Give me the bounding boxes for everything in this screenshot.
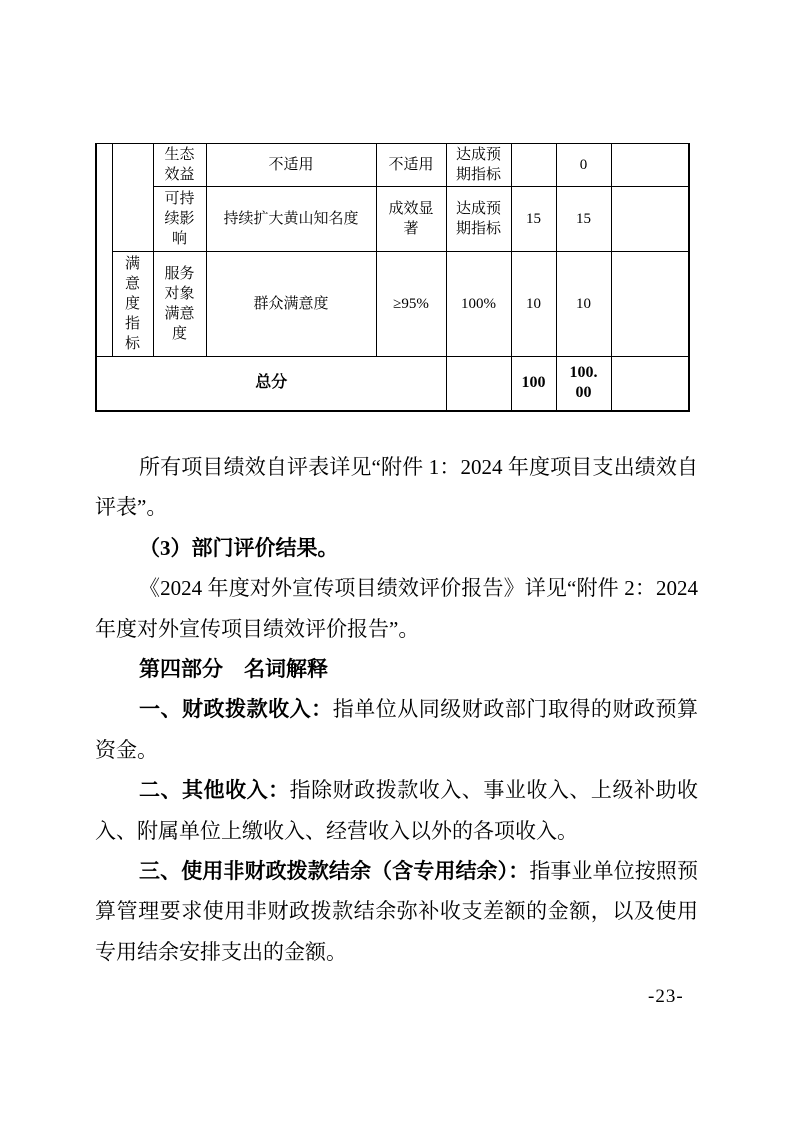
paragraph-term-nonfiscal-surplus [95, 851, 698, 972]
cell-total-note [611, 357, 689, 411]
heading-part4-glossary [95, 649, 698, 689]
eco-target-value: 不适用 [388, 157, 434, 173]
term1-lead: 一、财政拨款收入： [139, 697, 333, 722]
cell-satisfaction-target [376, 252, 446, 357]
term2-text: 指除财政拨款收入、事业收入、上级补助收入、附属单位上缴收入、经营收入以外的各项收入。 [95, 778, 698, 843]
cell-sustain-target [376, 187, 446, 252]
sustain-points-value: 15 [526, 211, 541, 227]
paragraph-term-other-income [95, 770, 698, 851]
cell-satisfaction-score [556, 252, 611, 357]
cell-eco-actual [446, 144, 511, 187]
satisfaction-indicator-label: 群众满意度 [253, 296, 329, 312]
cell-eco-note [611, 144, 689, 187]
selfeval-text: 所有项目绩效自评表详见“附件 1：2024 年度项目支出绩效自评表”。 [95, 455, 698, 520]
total-score-value: 100.00 [569, 364, 598, 402]
document-body [95, 447, 698, 972]
paragraph-selfeval-tables [95, 447, 698, 528]
page-number: -23- [648, 986, 684, 1007]
table-row-sustain [96, 187, 689, 252]
satisfaction-actual-value: 100% [461, 296, 496, 312]
satisfaction-score-value: 10 [576, 296, 591, 312]
cell-eco-target [376, 144, 446, 187]
eco-score-value: 0 [579, 157, 588, 173]
eco-level2-label: 生态效益 [164, 147, 195, 183]
cell-satisfaction-actual [446, 252, 511, 357]
performance-score-table [95, 143, 690, 412]
term3-text: 指事业单位按照预算管理要求使用非财政拨款结余弥补收支差额的金额，以及使用专用结余安排支出的金额。 [95, 859, 699, 964]
satisfaction-points-value: 10 [526, 296, 541, 312]
cell-satisfaction-level2 [153, 252, 206, 357]
cell-sustain-indicator [206, 187, 376, 252]
total-label: 总分 [255, 374, 288, 392]
table-row-eco [96, 144, 689, 187]
cell-satisfaction-note [611, 252, 689, 357]
cell-sustain-points [511, 187, 556, 252]
eco-actual-value: 达成预期指标 [455, 147, 501, 183]
part4-heading-text: 第四部分 名词解释 [139, 657, 328, 682]
cell-satisfaction-indicator [206, 252, 376, 357]
eco-indicator-label: 不适用 [268, 157, 314, 173]
satisfaction-level2-label: 服务对象满意度 [164, 266, 195, 342]
cell-satisfaction-points [511, 252, 556, 357]
table-row-satisfaction [96, 252, 689, 357]
cell-eco-indicator [206, 144, 376, 187]
cell-total-score [556, 357, 611, 411]
dept-eval-result-text: （3）部门评价结果。 [139, 535, 339, 560]
cell-left-spacer [96, 144, 112, 357]
paragraph-dept-report [95, 568, 698, 649]
cell-sustain-level2 [153, 187, 206, 252]
cell-sustain-score [556, 187, 611, 252]
cell-sustain-note [611, 187, 689, 252]
term3-lead: 三、使用非财政拨款结余（含专用结余）： [139, 859, 530, 884]
cell-sustain-actual [446, 187, 511, 252]
cell-eco-points [511, 144, 556, 187]
heading-dept-eval-result [95, 528, 698, 568]
cell-eco-level2 [153, 144, 206, 187]
paragraph-term-fiscal-income [95, 689, 698, 770]
total-points-value: 100 [521, 374, 546, 392]
table-row-total [96, 357, 689, 411]
cell-level1-blank [112, 144, 153, 252]
sustain-indicator-label: 持续扩大黄山知名度 [223, 211, 359, 227]
sustain-target-value: 成效显著 [388, 201, 434, 237]
dept-report-text: 《2024 年度对外宣传项目绩效评价报告》详见“附件 2：2024 年度对外宣传项目绩效评价报告”。 [95, 576, 698, 641]
cell-total-points [511, 357, 556, 411]
cell-eco-score [556, 144, 611, 187]
sustain-actual-value: 达成预期指标 [455, 201, 501, 237]
satisfaction-level1-label: 满意度指标 [124, 256, 140, 352]
sustain-level2-label: 可持续影响 [164, 191, 195, 247]
term2-lead: 二、其他收入： [139, 778, 290, 803]
term1-text: 指单位从同级财政部门取得的财政预算资金。 [95, 697, 699, 762]
cell-total-blank [446, 357, 511, 411]
satisfaction-target-value: ≥95% [393, 296, 429, 312]
sustain-score-value: 15 [576, 211, 591, 227]
cell-satisfaction-level1 [112, 252, 153, 357]
cell-total-label [96, 357, 446, 411]
